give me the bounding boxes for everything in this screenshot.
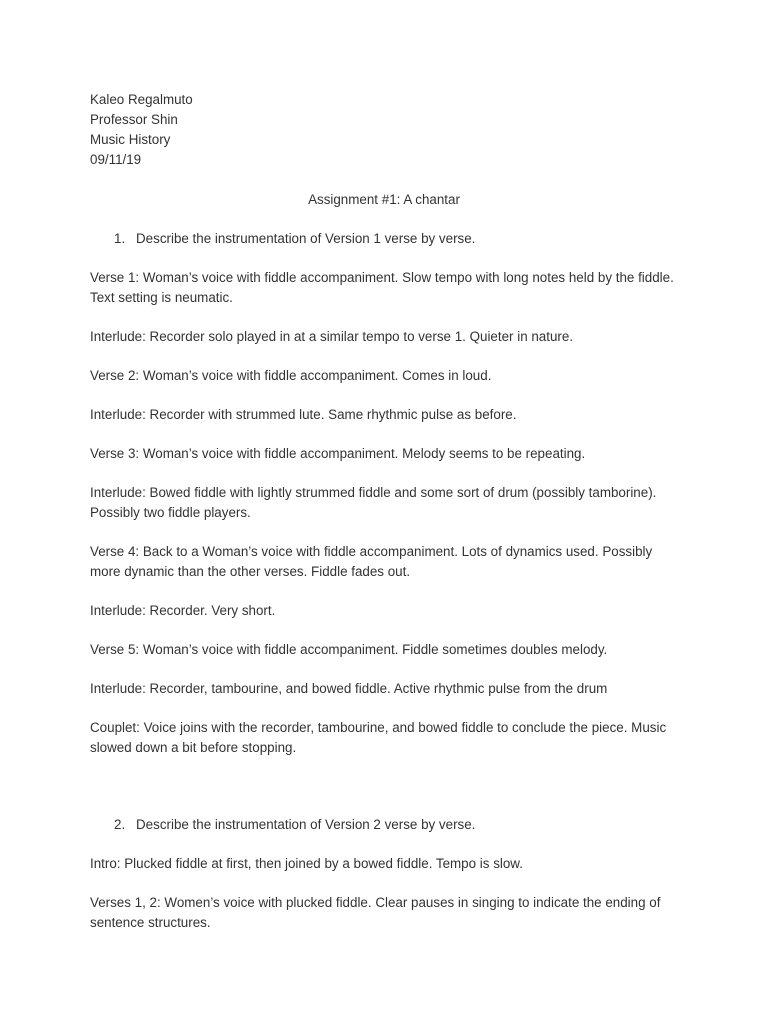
question-2-section: [90, 815, 690, 933]
question-2: [90, 815, 690, 835]
question-number: 1.: [114, 231, 126, 246]
professor-name: Professor Shin: [90, 112, 178, 127]
question-text: Describe the instrumentation of Version 2 verse by verse.: [136, 817, 476, 832]
paragraph-intro: Intro: Plucked fiddle at first, then joined by a bowed fiddle. Tempo is slow.: [90, 856, 523, 871]
paragraph-verse-1: Verse 1: Woman’s voice with fiddle accompaniment. Slow tempo with long notes held by the fiddle. Text setting is neumatic.: [90, 270, 674, 305]
paragraph-interlude-1: Interlude: Recorder solo played in at a similar tempo to verse 1. Quieter in nature.: [90, 329, 574, 344]
question-text: Describe the instrumentation of Version 1 verse by verse.: [136, 231, 476, 246]
student-name: Kaleo Regalmuto: [90, 92, 193, 107]
paragraph-verse-2: Verse 2: Woman’s voice with fiddle accompaniment. Comes in loud.: [90, 368, 492, 383]
spacer: [90, 758, 690, 796]
paragraph-verse-4: Verse 4: Back to a Woman’s voice with fiddle accompaniment. Lots of dynamics used. Possibly more dynamic than the other verses. Fiddle fades out.: [90, 544, 653, 579]
question-number: 2.: [114, 817, 126, 832]
paragraph-interlude-5: Interlude: Recorder, tambourine, and bowed fiddle. Active rhythmic pulse from the drum: [90, 681, 608, 696]
paragraph-interlude-4: Interlude: Recorder. Very short.: [90, 603, 276, 618]
question-1: [90, 229, 690, 249]
paragraph-couplet: Couplet: Voice joins with the recorder, tambourine, and bowed fiddle to conclude the piece. Music slowed down a bit before stopping.: [90, 720, 667, 755]
paragraph-interlude-3: Interlude: Bowed fiddle with lightly strummed fiddle and some sort of drum (possibly tamborine). Possibly two fiddle players.: [90, 485, 657, 520]
assignment-title: Assignment #1: A chantar: [308, 192, 460, 207]
paragraph-verse-3: Verse 3: Woman’s voice with fiddle accompaniment. Melody seems to be repeating.: [90, 446, 586, 461]
paragraph-verse-5: Verse 5: Woman’s voice with fiddle accompaniment. Fiddle sometimes doubles melody.: [90, 642, 608, 657]
header-block: [90, 90, 690, 170]
question-1-section: [90, 229, 690, 758]
course-name: Music History: [90, 132, 171, 147]
date: 09/11/19: [90, 152, 142, 167]
paragraph-interlude-2: Interlude: Recorder with strummed lute. Same rhythmic pulse as before.: [90, 407, 517, 422]
paragraph-verses-1-2: Verses 1, 2: Women’s voice with plucked fiddle. Clear pauses in singing to indicate the ending of sentence structures.: [90, 895, 661, 930]
document-page: [90, 90, 690, 933]
